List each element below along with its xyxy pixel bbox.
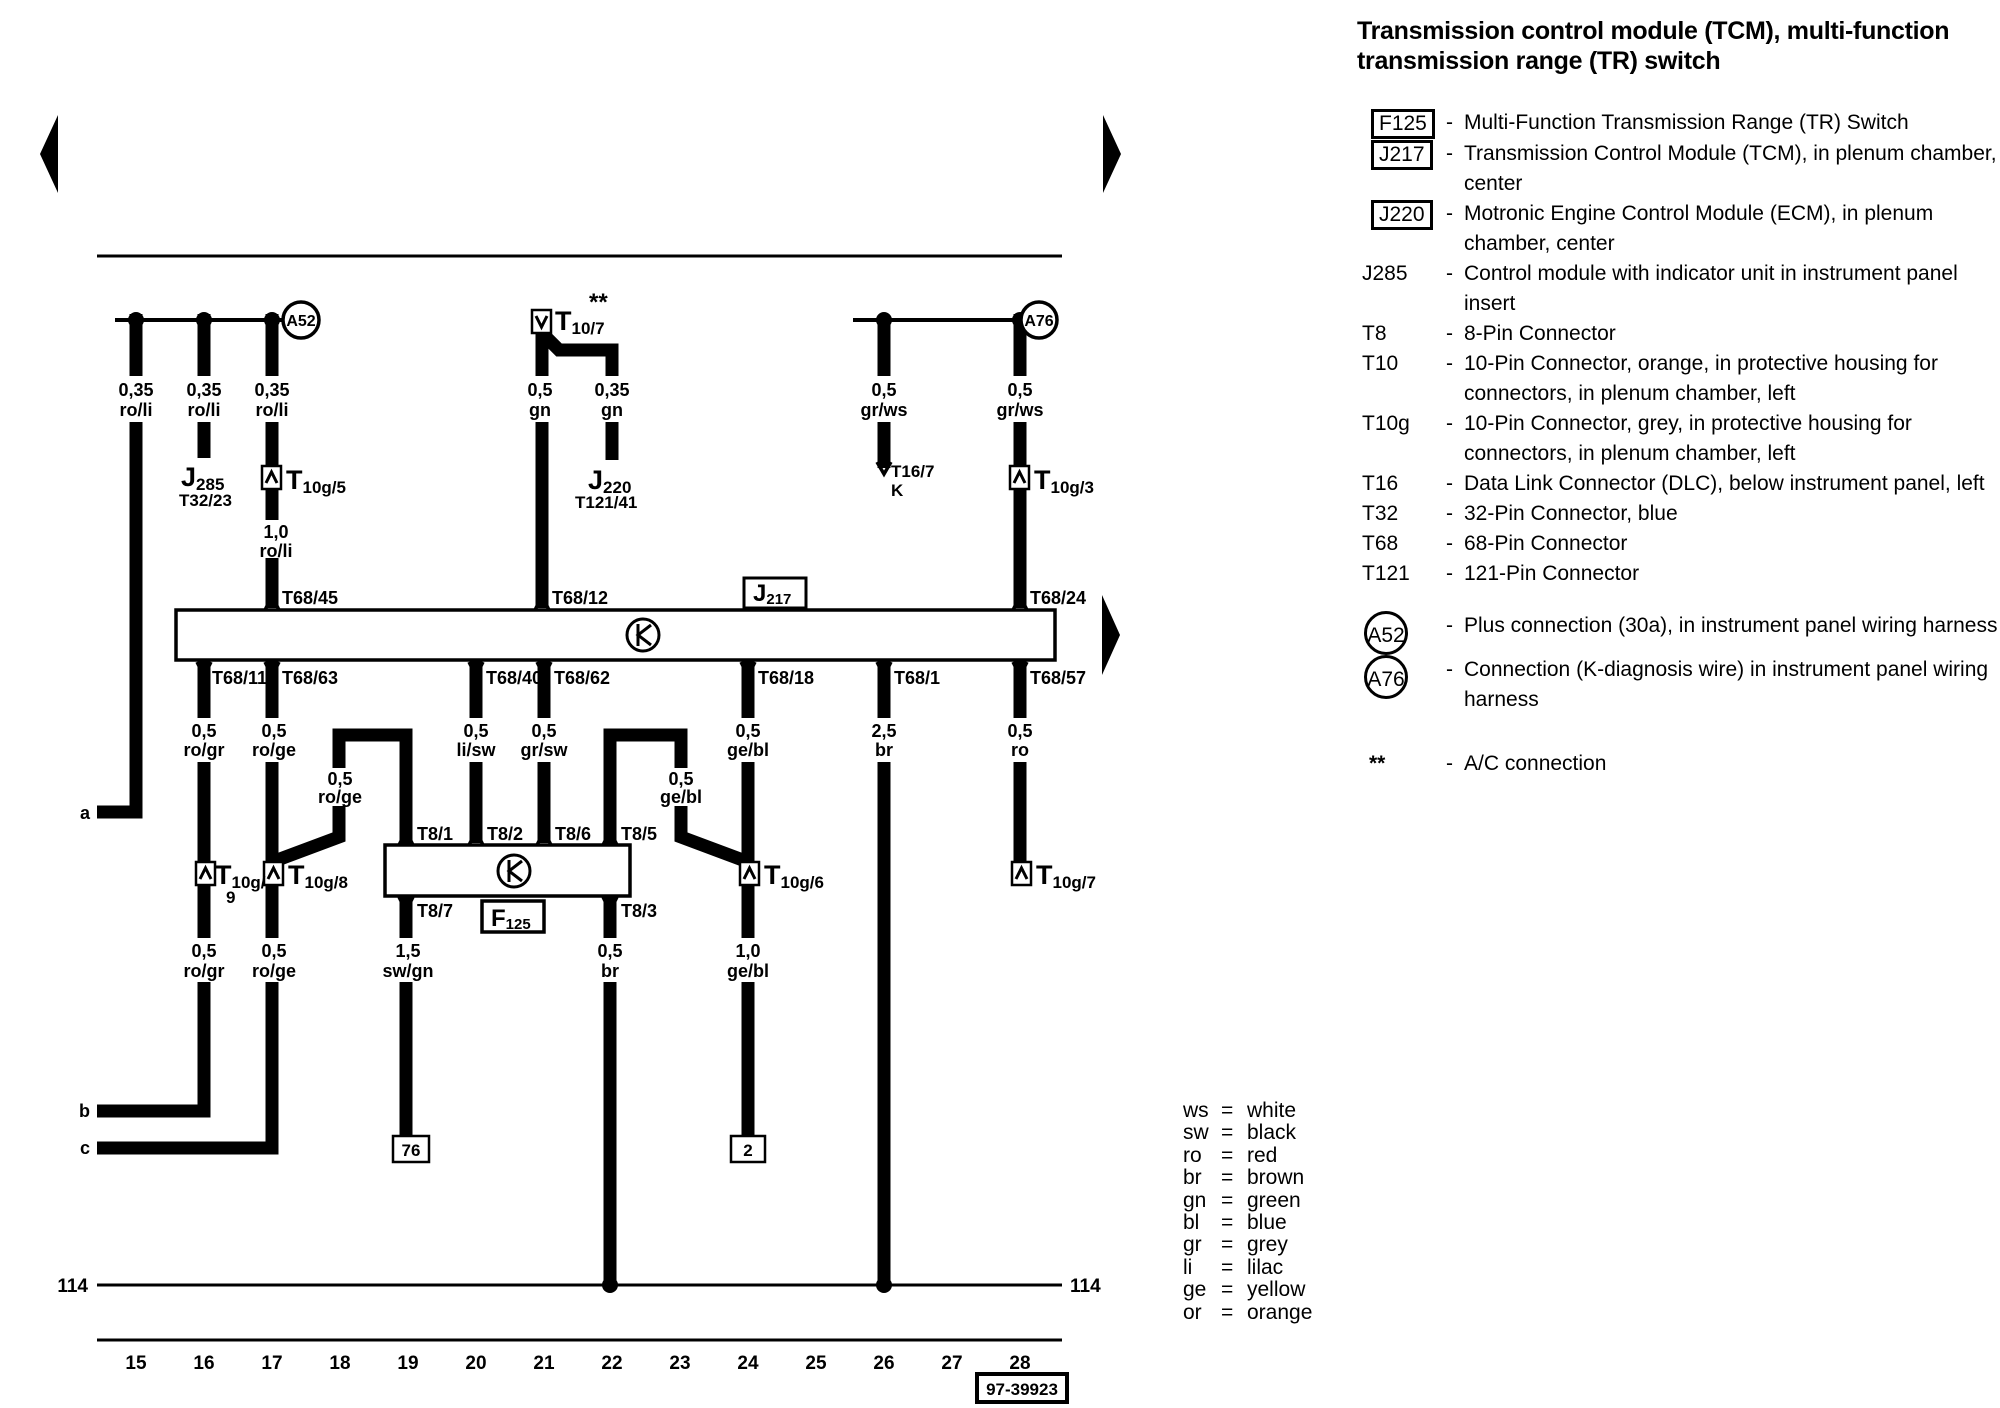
- junction-dot: [876, 312, 892, 328]
- wire-color: ge/bl: [659, 787, 703, 807]
- wire-size: 0,5: [191, 721, 217, 741]
- pin-label: T68/11: [212, 668, 268, 688]
- legend-dash: -: [1446, 614, 1453, 637]
- wire-size: 0,5: [191, 941, 217, 961]
- wire-color: ro/ge: [251, 961, 297, 981]
- k-symbol-icon: [498, 855, 530, 887]
- legend-dash: -: [1446, 562, 1453, 585]
- color-name: brown: [1247, 1166, 1305, 1190]
- legend-item-j220: [1360, 199, 2000, 259]
- pin-label: T8/5: [621, 824, 658, 844]
- wire-size: 0,5: [668, 769, 694, 789]
- wire-segment: [272, 806, 339, 862]
- wires-group: [97, 314, 1020, 1285]
- t10g7-label: T10g/7: [1036, 860, 1096, 892]
- equals-sign: =: [1221, 1255, 1234, 1279]
- junction-dot: [602, 1277, 618, 1293]
- legend-code-t8: T8: [1362, 322, 1387, 345]
- wire-size: 0,5: [531, 721, 557, 741]
- equals-sign: =: [1221, 1143, 1234, 1167]
- j220-label: J220: [588, 465, 632, 497]
- wire-color: ro/li: [259, 541, 293, 561]
- row-b-label: b: [79, 1101, 90, 1121]
- color-key-row: [1183, 1302, 1312, 1324]
- legend-dash: -: [1446, 502, 1453, 525]
- wire-size: 1,5: [395, 941, 421, 961]
- legend-desc: Connection (K-diagnosis wire) in instrument panel wiring harness: [1464, 658, 1989, 711]
- junction-dot: [876, 1277, 892, 1293]
- color-name: green: [1247, 1188, 1301, 1212]
- t10g6-label: T10g/6: [764, 860, 824, 892]
- wire-color: ro/gr: [183, 961, 225, 981]
- t10-7-note: **: [589, 289, 608, 316]
- pin-label: T68/1: [894, 668, 941, 688]
- t10g5-label: T10g/5: [286, 465, 346, 497]
- color-key-row: [1183, 1212, 1312, 1234]
- wire-size: 0,35: [186, 380, 222, 400]
- page-arrow-right-mid-icon: [1102, 595, 1120, 675]
- equals-sign: =: [1221, 1121, 1234, 1145]
- ground-114-right-label: 114: [1070, 1276, 1101, 1297]
- legend-code-t68: T68: [1362, 532, 1399, 555]
- track-numbers: [125, 1353, 1030, 1374]
- f125-label: F125: [491, 905, 531, 933]
- wire-size: 0,5: [327, 769, 353, 789]
- legend-note-symbol: **: [1369, 752, 1386, 775]
- pin-label: T8/1: [417, 824, 454, 844]
- color-name: blue: [1247, 1211, 1287, 1235]
- page-title-line1: Transmission control module (TCM), multi-function: [1357, 17, 1950, 45]
- pin-label: T68/40: [486, 668, 543, 688]
- pin-label: T68/12: [552, 588, 609, 608]
- equals-sign: =: [1221, 1278, 1234, 1302]
- j285-label: J285: [181, 462, 225, 494]
- legend-item-t16: [1360, 469, 2000, 499]
- wire-color: ro/gr: [183, 740, 225, 760]
- j285-pin-label: T32/23: [179, 491, 232, 510]
- terminal-76-label: 76: [401, 1141, 421, 1160]
- wire-size: 0,35: [254, 380, 290, 400]
- ground-114-left-label: 114: [57, 1276, 88, 1297]
- component-legend: [1360, 108, 2000, 779]
- a76-label: A76: [1024, 313, 1054, 330]
- legend-item-j217: [1360, 139, 2000, 199]
- legend-desc: 10-Pin Connector, orange, in protective housing for connectors, in plenum chamber, left: [1464, 352, 1938, 405]
- color-abbr: ro: [1183, 1143, 1202, 1167]
- track-number: 17: [261, 1353, 283, 1374]
- row-c-label: c: [79, 1138, 90, 1158]
- legend-item-f125: [1360, 108, 2000, 139]
- legend-dash: -: [1446, 352, 1453, 375]
- legend-item-t121: [1360, 559, 2000, 589]
- legend-code-j220: J220: [1371, 200, 1433, 230]
- legend-item-a52: [1360, 611, 2000, 655]
- track-number: 26: [873, 1353, 895, 1374]
- track-number: 16: [193, 1353, 215, 1374]
- color-abbr: or: [1183, 1300, 1202, 1324]
- wire-segment: [545, 336, 612, 376]
- pin-label: T68/45: [282, 588, 339, 608]
- color-abbr: ws: [1183, 1099, 1209, 1122]
- equals-sign: =: [1221, 1188, 1234, 1212]
- junction-dot: [264, 312, 280, 328]
- legend-dash: -: [1446, 142, 1453, 165]
- pin-label: T68/62: [554, 668, 611, 688]
- legend-desc: A/C connection: [1464, 752, 1607, 775]
- pin-label: T8/3: [621, 901, 658, 921]
- wire-color: ro: [1011, 740, 1029, 760]
- wire-color: sw/gn: [382, 961, 434, 981]
- color-key-row: [1183, 1190, 1312, 1212]
- color-abbr: gn: [1183, 1188, 1207, 1212]
- legend-dash: -: [1446, 658, 1453, 681]
- color-abbr: bl: [1183, 1211, 1200, 1235]
- wire-size: 0,5: [527, 380, 553, 400]
- wire-size: 0,5: [1007, 380, 1033, 400]
- legend-code-j285: J285: [1362, 262, 1408, 285]
- page-title: [1357, 16, 1997, 76]
- legend-desc: Plus connection (30a), in instrument panel wiring harness: [1464, 614, 1998, 637]
- legend-desc: Control module with indicator unit in instrument panel insert: [1464, 262, 1958, 315]
- wire-segment: [681, 806, 748, 862]
- color-abbr: sw: [1183, 1121, 1209, 1145]
- legend-code-t16: T16: [1362, 472, 1399, 495]
- legend-dash: -: [1446, 532, 1453, 555]
- pin-label: T8/2: [487, 824, 524, 844]
- wire-size: 2,5: [871, 721, 897, 741]
- junction-dot: [128, 312, 144, 328]
- track-number: 22: [601, 1353, 623, 1374]
- wire-color: br: [875, 740, 893, 760]
- color-abbr: li: [1183, 1255, 1193, 1279]
- wire-size: 0,5: [261, 941, 287, 961]
- color-abbr: br: [1183, 1166, 1202, 1190]
- k-symbol-icon: [627, 619, 659, 651]
- wire-segment: [97, 422, 136, 812]
- j217-label: J217: [753, 580, 792, 608]
- legend-code-t10g: T10g: [1362, 412, 1410, 435]
- wire-size: 0,35: [118, 380, 154, 400]
- t10g8-label: T10g/8: [288, 860, 348, 892]
- legend-dash: -: [1446, 262, 1453, 285]
- wire-segment: [97, 982, 272, 1148]
- wire-color: ro/ge: [251, 740, 297, 760]
- legend-code-t121: T121: [1362, 562, 1410, 585]
- color-key-row: [1183, 1122, 1312, 1144]
- j220-pin-label: T121/41: [575, 493, 638, 512]
- pin-label: T8/6: [555, 824, 592, 844]
- legend-dash: -: [1446, 202, 1453, 225]
- wire-size: 0,5: [871, 380, 897, 400]
- wire-color: ro/li: [255, 400, 289, 420]
- track-number: 25: [805, 1353, 827, 1374]
- color-abbr: ge: [1183, 1278, 1207, 1302]
- legend-code-j217: J217: [1371, 140, 1433, 170]
- track-number: 15: [125, 1353, 147, 1374]
- legend-code-t10: T10: [1362, 352, 1399, 375]
- legend-code-a76: A76: [1364, 655, 1408, 699]
- track-number: 23: [669, 1353, 691, 1374]
- wire-color: ge/bl: [726, 961, 770, 981]
- wire-size: 1,0: [263, 522, 289, 542]
- track-number: 27: [941, 1353, 963, 1374]
- legend-item-j285: [1360, 259, 2000, 319]
- legend-code-f125: F125: [1371, 109, 1435, 139]
- color-key-row: [1183, 1279, 1312, 1301]
- row-a-label: a: [79, 803, 90, 823]
- wire-color: gr/ws: [996, 400, 1044, 420]
- track-number: 20: [465, 1353, 487, 1374]
- t10g9-label-2: 9: [226, 888, 236, 907]
- color-abbr: gr: [1183, 1233, 1202, 1257]
- legend-code-t32: T32: [1362, 502, 1399, 525]
- legend-item-t10g: [1360, 409, 2000, 469]
- wire-color: ro/li: [187, 400, 221, 420]
- wire-segment: [97, 982, 204, 1111]
- track-number: 28: [1009, 1353, 1031, 1374]
- pin-label: T68/18: [758, 668, 815, 688]
- wire-size: 0,35: [594, 380, 630, 400]
- color-key-row: [1183, 1234, 1312, 1256]
- t16-7-label: T16/7: [891, 462, 935, 481]
- legend-item-a76: [1360, 655, 2000, 715]
- equals-sign: =: [1221, 1233, 1234, 1257]
- wire-size: 0,5: [1007, 721, 1033, 741]
- color-name: lilac: [1247, 1255, 1284, 1279]
- wire-size: 1,0: [735, 941, 761, 961]
- legend-dash: -: [1446, 752, 1453, 775]
- legend-desc: 68-Pin Connector: [1464, 532, 1628, 555]
- legend-item-t10: [1360, 349, 2000, 409]
- color-name: red: [1247, 1143, 1278, 1167]
- j217-component-box: [176, 610, 1055, 660]
- legend-item-t32: [1360, 499, 2000, 529]
- wire-color-key: [1183, 1100, 1312, 1324]
- equals-sign: =: [1221, 1300, 1234, 1324]
- color-name: grey: [1247, 1233, 1288, 1257]
- legend-desc: 8-Pin Connector: [1464, 322, 1616, 345]
- wire-color: gr/sw: [520, 740, 568, 760]
- wire-color: gr/ws: [860, 400, 908, 420]
- legend-dash: -: [1446, 412, 1453, 435]
- wire-color: li/sw: [456, 740, 496, 760]
- color-key-row: [1183, 1100, 1312, 1122]
- pin-label: T8/7: [417, 901, 454, 921]
- color-key-row: [1183, 1257, 1312, 1279]
- t16-7-wire-label: K: [891, 481, 904, 500]
- terminal-2-label: 2: [743, 1141, 753, 1160]
- wire-color: ge/bl: [726, 740, 770, 760]
- legend-desc: 121-Pin Connector: [1464, 562, 1640, 585]
- legend-desc: Transmission Control Module (TCM), in plenum chamber, center: [1464, 142, 1997, 195]
- legend-dash: -: [1446, 472, 1453, 495]
- equals-sign: =: [1221, 1166, 1234, 1190]
- t10-7-label: T10/7: [555, 306, 605, 338]
- track-number: 24: [737, 1353, 759, 1374]
- wire-size: 0,5: [261, 721, 287, 741]
- page-title-line2: transmission range (TR) switch: [1357, 47, 1721, 75]
- legend-desc: Motronic Engine Control Module (ECM), in plenum chamber, center: [1464, 202, 1934, 255]
- color-name: orange: [1247, 1300, 1313, 1324]
- pin-label: T68/63: [282, 668, 339, 688]
- wire-size: 0,5: [735, 721, 761, 741]
- legend-item-t8: [1360, 319, 2000, 349]
- track-number: 21: [533, 1353, 555, 1374]
- page-arrow-left-icon: [40, 115, 58, 193]
- legend-desc: 10-Pin Connector, grey, in protective housing for connectors, in plenum chamber, left: [1464, 412, 1912, 465]
- track-number: 18: [329, 1353, 351, 1374]
- legend-item-ac-note: [1360, 749, 2000, 779]
- pin-label: T68/24: [1030, 588, 1087, 608]
- wire-color: ro/ge: [317, 787, 363, 807]
- wire-size: 0,5: [463, 721, 489, 741]
- drawing-number: 97-39923: [986, 1380, 1058, 1399]
- junction-dot: [196, 312, 212, 328]
- t10g3-label: T10g/3: [1034, 465, 1094, 497]
- wire-size: 0,5: [597, 941, 623, 961]
- color-name: black: [1247, 1121, 1297, 1145]
- legend-dash: -: [1446, 111, 1453, 134]
- wire-color: gn: [601, 400, 623, 420]
- legend-item-t68: [1360, 529, 2000, 559]
- t10g9-label: T10g/: [215, 860, 266, 892]
- color-key-row: [1183, 1167, 1312, 1189]
- page-arrow-right-top-icon: [1103, 115, 1121, 193]
- color-key-row: [1183, 1145, 1312, 1167]
- wire-color: br: [601, 961, 619, 981]
- equals-sign: =: [1221, 1099, 1234, 1122]
- a52-label: A52: [286, 313, 316, 330]
- wire-color: ro/li: [119, 400, 153, 420]
- track-number: 19: [397, 1353, 419, 1374]
- legend-desc: Data Link Connector (DLC), below instrument panel, left: [1464, 472, 1985, 495]
- legend-desc: Multi-Function Transmission Range (TR) Switch: [1464, 111, 1909, 134]
- legend-code-a52: A52: [1364, 611, 1408, 655]
- color-name: white: [1247, 1099, 1297, 1122]
- color-name: yellow: [1247, 1278, 1306, 1302]
- legend-dash: -: [1446, 322, 1453, 345]
- legend-desc: 32-Pin Connector, blue: [1464, 502, 1678, 525]
- equals-sign: =: [1221, 1211, 1234, 1235]
- pin-label: T68/57: [1030, 668, 1087, 688]
- wire-color: gn: [529, 400, 551, 420]
